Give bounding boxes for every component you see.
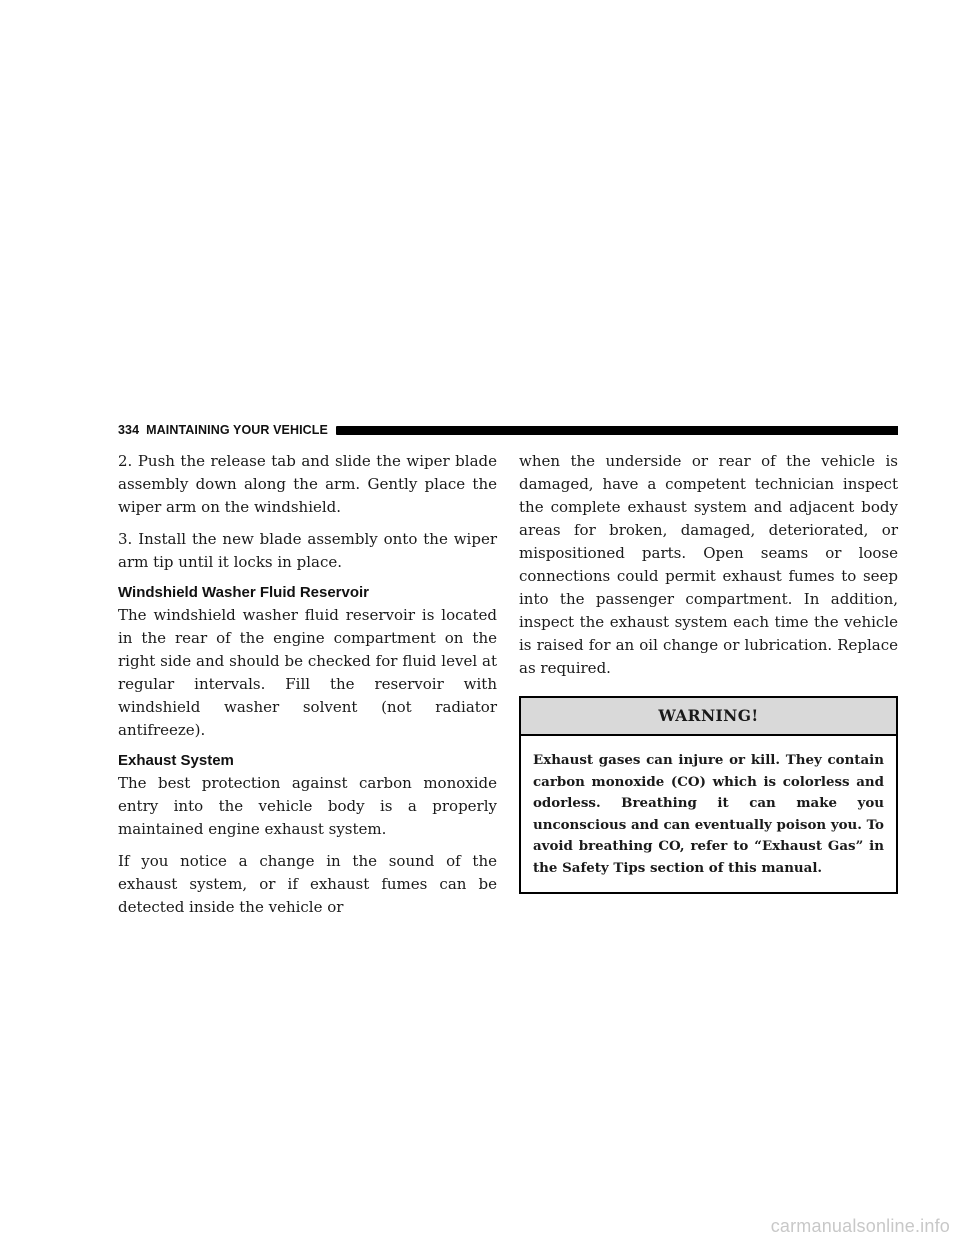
left-column <box>118 450 497 928</box>
exhaust-system-text-2: If you notice a change in the sound of the exhaust system, or if exhaust fumes can be detected inside the vehicle or <box>118 852 497 916</box>
exhaust-continuation-text: when the underside or rear of the vehicle is damaged, have a competent technician inspect the complete exhaust system and adjacent body areas for broken, damaged, deteriorated, or mispositioned parts. Open seams or loose connections could permit exhaust fumes to seep into the passenger compartment. In addition, inspect the exhaust system each time the vehicle is raised for an oil change or lubrication. Replace as required. <box>519 452 898 677</box>
washer-reservoir-heading: Windshield Washer Fluid Reservoir <box>118 584 370 601</box>
right-column <box>519 450 898 894</box>
warning-title: WARNING! <box>521 698 896 736</box>
step-2-text: 2. Push the release tab and slide the wiper blade assembly down along the arm. Gently place the wiper arm on the windshield. <box>118 452 497 516</box>
step-3-text: 3. Install the new blade assembly onto the wiper arm tip until it locks in place. <box>118 530 497 571</box>
warning-box <box>519 696 898 894</box>
section-title: MAINTAINING YOUR VEHICLE <box>146 423 328 437</box>
warning-text: Exhaust gases can injure or kill. They contain carbon monoxide (CO) which is colorless and odorless. Breathing it can make you unconscious and can eventually poison you. To avoid breathing CO, refer to “Exhaust Gas” in the Safety Tips section of this manual. <box>533 752 884 876</box>
exhaust-system-text-1: The best protection against carbon monoxide entry into the vehicle body is a properly maintained engine exhaust system. <box>118 774 497 838</box>
header-rule <box>336 426 898 435</box>
page-number: 334 <box>118 423 140 437</box>
page-header <box>118 420 898 440</box>
exhaust-system-heading: Exhaust System <box>118 752 234 769</box>
washer-reservoir-text: The windshield washer fluid reservoir is located in the rear of the engine compartment on the right side and should be checked for fluid level at regular intervals. Fill the reservoir with windshield washer solvent (not radiator antifreeze). <box>118 606 497 739</box>
watermark: carmanualsonline.info <box>770 1216 950 1236</box>
